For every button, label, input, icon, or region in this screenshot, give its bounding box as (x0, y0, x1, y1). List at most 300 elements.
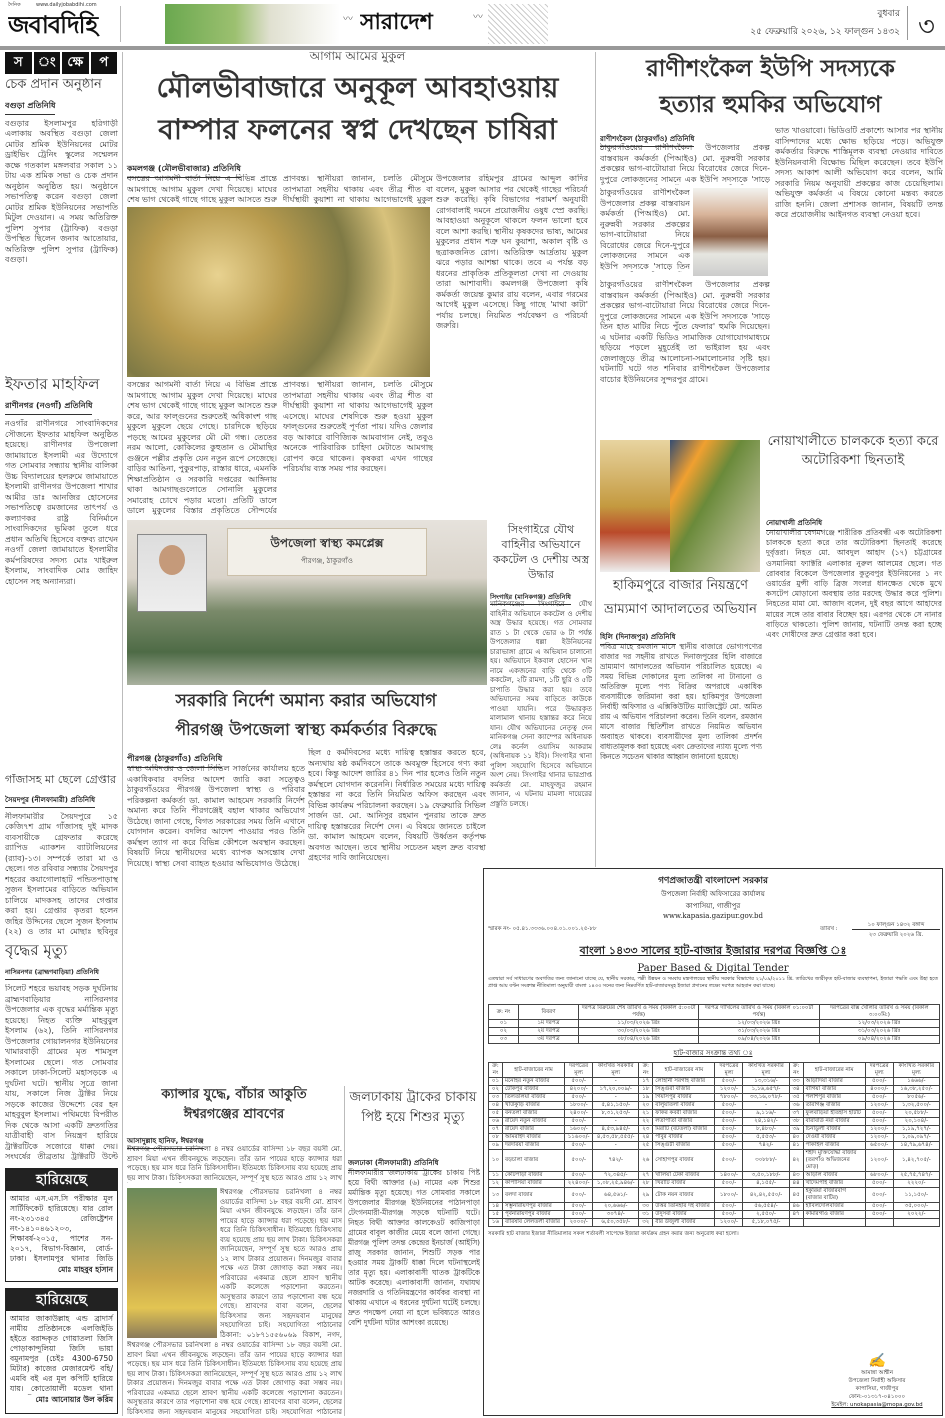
brief-headline: বৃদ্ধের মৃত্যু (5, 942, 68, 959)
cancer-headline[interactable]: ঈশ্বরগঞ্জের শ্রাবণের (183, 1107, 285, 1122)
brief-death (5, 942, 118, 1164)
brief-iftar (5, 376, 118, 768)
market-cell: আড়াল বাজার (803, 1172, 865, 1180)
market-cell: রায়েদ বাজার (503, 1126, 565, 1134)
market-cell: ৫০০/- (565, 1211, 593, 1219)
market-cell: ৫০০/- (865, 1118, 893, 1126)
logo-tag: দৈনিক (8, 2, 21, 8)
market-cell: ফুলবাড়িয়া ইতিহাস হাটটি (803, 1110, 865, 1118)
market-cell: ১৪০০/- (715, 1172, 743, 1180)
market-cell: বারাবাউ নয়া বাজার (803, 1118, 865, 1126)
market-cell: ২০,৫৮৮/- (893, 1110, 939, 1118)
brief-body: বগুড়ার ইসলামপুর হরিগাড়ী এলাকায় অবস্থিত বগুড়া জেলা মোটর শ্রমিক ইউনিয়নের মোটর ড্রাইভিং ট্রেনিং স্কুলের সম্মেলন কক্ষে গতকাল মঙ্গলবার সকাল ১১ টায় এক শ্রমিক সভা ও চেক প্রদান অনুষ্ঠান অনুষ্ঠিত হয়। অনুষ্ঠানে সভাপতিত্ব করেন বগুড়া জেলা মোটর শ্রমিক ইউনিয়নের সভাপতি মিটুল দেওয়ান। এ সময় অতিরিক্ত পুলিশ সুপার (ট্রাফিক) বগুড়া উপস্থিত ছিলেন জনাব আতোয়ার, অতিরিক্ত পুলিশ সুপার (ট্রাফিক) বগুড়া। (5, 118, 118, 265)
market-cell: ২৯ (639, 1188, 653, 1203)
market-cell: ৫০০/- (865, 1094, 893, 1102)
market-cell: পাকাইল বাজার (803, 1142, 865, 1150)
market-header: হাট-বাজারের নাম (803, 1063, 865, 1078)
tender-memo: স্মারক নং- ০৫.৪১.৩৩৩৬.০০৪.০১.০০১.২৫-৮৮ (488, 926, 597, 932)
tender-location: কাপাসিয়া, গাজীপুর (685, 902, 741, 910)
market-cell: ৮,৩১,২৫৩/- (593, 1110, 639, 1118)
market-cell: বনতলা বাজার (503, 1110, 565, 1118)
signature-title: উপজেলা নির্বাহী অফিসার (848, 1378, 906, 1384)
market-cell: - (593, 1118, 639, 1126)
noakhali-byline: নোয়াখালী প্রতিনিধি (766, 517, 822, 531)
market-cell: হাবিলদোলবাজার (803, 1203, 865, 1211)
market-cell: তারাগঞ্জ বাজার (803, 1102, 865, 1110)
market-cell: ৪,৫৩,৫৮,৫৫৫/- (593, 1134, 639, 1142)
market-cell: ৩২ (639, 1219, 653, 1227)
schedule-cell: ৩১/০৩/২০২৬ খ্রিঃ (819, 1028, 939, 1036)
market-cell: ১৭,২০,০০৯/- (593, 1086, 639, 1094)
market-cell: ৩,৫০,১৮৮/- (743, 1172, 789, 1180)
market-cell: ৫,১৮,০৭৫/- (743, 1219, 789, 1227)
mango-blossom-photo (127, 207, 430, 377)
singair-byline: সিংগাইর (মানিকগঞ্জ) প্রতিনিধি (490, 592, 571, 605)
market-cell: ১১৬০০/- (565, 1134, 593, 1142)
market-cell: ৩৬ (789, 1102, 803, 1110)
schedule-header: দরপত্র বিক্রয়ের শেষ তারিখ ও সময় (বিকাল ৫:০০টা পর্যন্ত) (579, 1005, 699, 1020)
market-cell: ২৩ (639, 1126, 653, 1134)
market-cell: ২৪,১৪২/- (743, 1118, 789, 1126)
market-section-title: হাট-বাজার সংক্রান্ত তথ্য ঃ (673, 1049, 753, 1057)
market-cell: লোহানী সরগাহ বাজার (653, 1078, 715, 1086)
market-cell: বালুয়াতলা বাজার (653, 1102, 715, 1110)
market-cell: শহীদ মুক্তিযোদ্ধা বাজার (তরগাঁও অভিজনের মোড়) (803, 1150, 865, 1172)
market-cell (865, 1219, 893, 1227)
signature-mark: ✍ (868, 1353, 886, 1369)
market-header: কাংখিত সরকারি মূল্য (743, 1063, 789, 1078)
market-cell: ২,৫৫০/- (743, 1211, 789, 1219)
market-cell: ৫০০/- (565, 1188, 593, 1203)
schedule-cell: ১২/০৩/২০২৬ খ্রিঃ (819, 1020, 939, 1028)
market-cell: আড়াদিয়া বাজার (803, 1078, 865, 1086)
market-cell: ৪১ (789, 1142, 803, 1150)
tender-notice (483, 868, 943, 1416)
lost-notice-signature: মোঃ মাহবুব হাসান (58, 1265, 113, 1274)
lost-notice (5, 1168, 118, 1282)
ranishankail-byline: রাণীশংকৈল (ঠাকুরগাঁও) প্রতিনিধি (600, 133, 694, 147)
market-header-row (489, 1063, 940, 1078)
market-cell: ৫০০/- (715, 1102, 743, 1110)
market-row (489, 1078, 940, 1086)
market-cell: ৪৪ (789, 1180, 803, 1188)
hakimpur-body: পবিত্র মাহে রমজান মাসে স্থানীয় বাজারে ভোগ্যপণ্যের বাজার দর সহনীয় রাখতে দিনাজপুরের হিলি বাজারে ভ্রাম্যমাণ আদালতের অভিযান পরিচালিত হয়েছে। এ সময় বিভিন্ন দোকানের মূল্য তালিকা না টানানো ও অতিরিক্ত মূল্যে পণ্য বিক্রির অপরাধে একাধিক ব্যবসায়ীকে জরিমানা করা হয়। হাকিমপুর উপজেলা নির্বাহী অফিসার ও এক্সিকিউটিভ ম্যাজিস্ট্রেট মো. অমিত রায় এ অভিযান পরিচালনা করেন। তিনি বলেন, রমজান মাসে বাজার স্থিতিশীল রাখতে নিয়মিত অভিযান অব্যাহত থাকবে। ব্যবসায়ীদের মূল্য তালিকা প্রদর্শন বাধ্যতামূলক করা হয়েছে এবং ক্রেতাদের ন্যায্য মূল্যে পণ্য কিনতে সচেতন থাকার আহ্বান জানানো হয়েছে। (600, 642, 762, 761)
lead-headline[interactable]: মৌলভীবাজারে অনুকূল আবহাওয়ায় (156, 71, 559, 104)
brief-headline: চেক প্রদান অনুষ্ঠান (5, 78, 102, 92)
brief-byline: সৈয়দপুর (নীলফামারী) প্রতিনিধি (5, 794, 95, 808)
ranishankail-headline[interactable]: রাণীশংকৈল ইউপি সদস্যকে (646, 56, 895, 82)
market-cell: ২৫ (639, 1142, 653, 1150)
market-cell: ০২ (489, 1086, 503, 1094)
market-cell: ১,০৯,০৯৭/- (893, 1134, 939, 1142)
market-cell: - (593, 1078, 639, 1086)
samkhep-letter: ক্ষে (62, 52, 89, 74)
market-cell: রায়েদ নতুন বাজার (503, 1118, 565, 1126)
market-cell: ১৬,৩৮,২৫০/- (893, 1086, 939, 1094)
market-row (489, 1142, 940, 1150)
schedule-row (489, 1036, 940, 1044)
market-cell: ১০ (489, 1150, 503, 1172)
market-cell: ৭৮০০/- (715, 1094, 743, 1102)
market-cell: কেটিপাড়া বাজার (503, 1172, 565, 1180)
market-cell: ৩৭ (789, 1110, 803, 1118)
market-cell: ২২২০/- (893, 1180, 939, 1188)
market-cell: ২২ (639, 1118, 653, 1126)
market-cell: ৫০০/- (565, 1172, 593, 1180)
ranishankail-body-top: ঠাকুরগাঁওয়ের রাণীশংকৈল উপজেলার প্রকল্প বাস্তবায়ন কর্মকর্তা (পিআইও) মো. নুরুন্নবী সরকার প্রকল্পের ভাগ-বাটোয়ারা নিয়ে বিরোধের জেরে দিনে-দুপুরে লোকজনের সামনে এক ইউপি সদস্যকে 'সাড়ে (600, 143, 770, 184)
column-divider (595, 52, 596, 867)
market-cell: ফকির কবরী বাজার (653, 1110, 715, 1118)
market-cell: ০৮ (489, 1134, 503, 1142)
schedule-header-row (489, 1005, 940, 1020)
hakimpur-headline[interactable]: হাকিমপুরে বাজার নিয়ন্ত্রণে (613, 578, 748, 593)
market-row (489, 1086, 940, 1094)
market-cell: ২৫,৭৫,৭৪৭/- (893, 1172, 939, 1180)
brief-arrest (5, 774, 118, 938)
market-cell: ৬৮০০/- (865, 1172, 893, 1180)
market-cell: ১৬০০/- (565, 1126, 593, 1134)
lead-body-top: প্রাণবন্ত। স্থানীয়রা জানান, চলতি মৌসুমে তাপমাত্রা সহনীয় থাকায় এবং তীব্র শীত বা দীর্ঘস্থায়ী কুয়াশা না থাকায় আগেভাগেই মুকুল (283, 174, 433, 204)
market-table (488, 1062, 940, 1227)
market-cell: চিনাডুলী বাজার (803, 1126, 865, 1134)
lost-notice-title: হারিয়েছে (6, 1289, 117, 1311)
newspaper-logo[interactable]: জবাবদিহি (8, 11, 98, 39)
market-header: কাংখিত সরকারি মূল্য (893, 1063, 939, 1078)
market-cell: ১৪,৭৯,৬৭৪/- (893, 1142, 939, 1150)
tender-gov: গণপ্রজাতন্ত্রী বাংলাদেশ সরকার (658, 876, 768, 886)
lead-body-col3: উপজেলার রহিমপুর গ্রামের আব্দুল কাদির বলেন, মুকুল আসার পর থেকেই গাছের পরিচর্যা শুরু করেছি। কৃষি বিভাগের পরামর্শ অনুযায়ী রোগবালাই দমনে প্রয়োজনীয় ওষুধ স্প্রে করছি। আবহাওয়া অনুকূলে থাকলে ফলন ভালো হবে বলে আশা করছি। স্থানীয় কৃষকদের ভাষ্য, আমের মুকুলের প্রধান শত্রু ঘন কুয়াশা, অকাল বৃষ্টি ও ছত্রাকজনিত রোগ। অতিরিক্ত আর্দ্রতায় মুকুল ঝরে পড়ার আশঙ্কা থাকে। তবে এ পর্যন্ত বড় ধরনের প্রাকৃতিক প্রতিকূলতা দেখা না দেওয়ায় তারা আশাবাদী। কমলগঞ্জ উপজেলা কৃষি কর্মকর্তা জয়েন্ত কুমার রায় বলেন, এবার গরমের আগেই মুকুল এসেছে। কিছু গাছে 'মাথা কাটা' পর্যায় চলছে। নিয়মিত পর্যবেক্ষণ ও পরিচর্যা জরুরি। (436, 174, 588, 330)
market-cell: ১৪ (489, 1203, 503, 1211)
market-cell: ১৯ (639, 1094, 653, 1102)
lost-notice-body: আমার জাকাউল্লাহ এন্ড ব্রাদার্স নামীয় প্রতিষ্ঠানকে এলজিইডি হইতে বরাদ্দকৃত গোয়াতলা জিসি পোড়াকান্দুলিয়া জিসি ভায়া বমুনামপুর (চেইঃ 4300-6750 মিটার) কাজের মেজারমেন্ট বহি/এমবি বই এর মূল কপিটি হারিয়ে যায়। কোতোয়ালী মডেল থানা (10, 1314, 113, 1393)
market-cell: ৪,১৫৫/- (743, 1180, 789, 1188)
market-cell: ৫০০/- (715, 1078, 743, 1086)
market-cell: ২০,৬৬৬/- (593, 1203, 639, 1211)
schedule-cell: ০১ (489, 1020, 519, 1028)
cancer-byline: আসাদুল্লাহ হানিফ, ঈশ্বরগঞ্জ (127, 1135, 204, 1149)
market-cell: ২০২২/- (893, 1211, 939, 1219)
jaldhaka-byline: জলঢাকা (নীলফামারী) প্রতিনিধি (348, 1157, 439, 1171)
hakimpur-byline: হিলি (দিনাজপুর) প্রতিনিধি (600, 631, 676, 645)
schedule-cell: ০৯/০৪/২০২৬ খ্রিঃ (699, 1036, 819, 1044)
market-cell: খাদেমপাই বাজার (803, 1180, 865, 1188)
market-cell: মনোহর নতুন বাজার (503, 1078, 565, 1086)
market-cell: ১৮০০/- (715, 1188, 743, 1203)
ranishankail-headline[interactable]: হত্যার হুমকির অভিযোগ (659, 92, 882, 118)
market-cell: ৫০০/- (715, 1126, 743, 1134)
market-cell: ৩৫ (789, 1094, 803, 1102)
pirganj-headline[interactable]: পীরগঞ্জ উপজেলা স্বাস্থ্য কর্মকর্তার বিরুদ্ধে (175, 720, 437, 739)
market-cell: ১২০০/- (715, 1219, 743, 1227)
section-title: সারাদেশ (360, 10, 433, 35)
market-cell: সিঙ্গুরা বাজার (653, 1086, 715, 1094)
signature-name: আমান্না আশ্বীন (861, 1370, 893, 1376)
market-cell: ৩০ (639, 1203, 653, 1211)
market-cell: ৫০০/- (715, 1118, 743, 1126)
schedule-row (489, 1020, 940, 1028)
market-row (489, 1219, 940, 1227)
photo-signboard (227, 528, 427, 576)
market-cell: ৮০৫৬/- (893, 1094, 939, 1102)
market-cell: ৩৯ (789, 1126, 803, 1134)
market-cell: ৫০০/- (715, 1150, 743, 1172)
market-row (489, 1180, 940, 1188)
schedule-cell: ৩১/০৩/২০২৬ খ্রিঃ (699, 1028, 819, 1036)
market-cell: তিলতলিয়া বাজার (503, 1094, 565, 1102)
market-cell: ৩০৭৪/- (593, 1211, 639, 1219)
market-row (489, 1203, 940, 1211)
officer-portrait-photo (137, 534, 207, 612)
market-cell: পূর্বনারায়ণপুর বাজার (503, 1211, 565, 1219)
patient-photo (127, 1188, 217, 1338)
schedule-cell: ১ম দরপত্র (519, 1020, 579, 1028)
market-cell: ৩৩ (789, 1078, 803, 1086)
market-cell: ৫০০/- (865, 1110, 893, 1118)
market-cell: ৯,১১৬/- (743, 1110, 789, 1118)
market-row (489, 1126, 940, 1134)
market-cell: ৫০০/- (865, 1078, 893, 1086)
singair-body: মানিকগঞ্জের সিংগাইরে যৌথ বাহিনীর অভিযানে ককটেল ও দেশীয় অস্ত্র উদ্ধার হয়েছে। গত সোমবার রাত ১ টা থেকে ভোর ৬ টা পর্যন্ত উপজেলার ধল্লা ইউনিয়নের চারাভাঙ্গা গ্রামে এ অভিযান চালানো হয়। অভিযানে ইকবাল হোসেন খান নামে একজনের বাড়ি থেকে ৩টি ককটেল, ২টি রামদা, ১টি ছুরি ও ৫টি চাপাতি উদ্ধার করা হয়। তবে অভিযানের সময় বাড়িতে কাউকে পাওয়া যায়নি। পরে উদ্ধারকৃত মালামাল থানায় হস্তান্তর করে নিয়ে যান। যৌথ অভিযানের নেতৃত্ব দেন মানিকগঞ্জ সেনা ক্যাম্পের অধিনায়ক লেঃ কর্নেল ওয়াসিম আকরাম (অধিনায়ক ১১ ইবি)। সিংগাইর থানা পুলিশ সহযোগি হিসেবে অভিযানে অংশ নেয়। সিংগাইর থানার ভারপ্রাপ্ত কর্মকর্তা মো. মাহফুজুর রহমান জানান, এ ঘটনায় মামলা দায়েরের প্রস্তুতি চলছে। (490, 600, 592, 808)
market-cell: ৫০০/- (715, 1110, 743, 1118)
lead-body-col2: প্রাণবন্ত। স্থানীয়রা জানান, চলতি মৌসুমে তাপমাত্রা সহনীয় থাকায় এবং তীব্র শীত বা দীর্ঘস্থায়ী কুয়াশা না থাকায় আগেভাগেই মুকুল এসেছে। মাঘের শেষদিকে শুরু হওয়া মুকুল ফাল্গুনের শুরুতেই পূর্ণতা পায়। যদিও জেলার বড় আকারে বাণিজ্যিক আমবাগান নেই, তবুও অনেকে পারিবারিক চাহিদা মেটাতে আমগাছ রোপণ করে থাকেন। কৃষকরা এখন গাছের পরিচর্যায় ব্যস্ত সময় পার করছেন। (283, 380, 433, 473)
singair-headline[interactable]: সিংগাইরে যৌথ বাহিনীর অভিযানে ককটেল ও দেশীয় অস্ত্র উদ্ধার (492, 523, 590, 581)
health-complex-photo (127, 520, 487, 685)
lead-body-col1: বসন্তের আগমনী বার্তা নিয়ে এ বিভিন্ন প্রান্তে আমগাছে আগাম মুকুল দেখা দিয়েছে। মাঘের শেষ ভাগ থেকেই গাছে গাছে মুকুল আসতে শুরু করে, আর ফাল্গুনের শুরুতেই অধিকাংশ গাছ মুকুলে মুকুলে ছেয়ে গেছে। চারদিকে ছড়িয়ে পড়ছে আমের মুকুলের মৌ মৌ গন্ধ। তেতের নরম আলো, কোকিলের কুহুতান ও মৌমাছির গুঞ্জনে পল্লীর প্রকৃতি যেন নতুন রূপে সেজেছে। বাড়ির আঙিনা, পুকুরপাড়, রাস্তার ধারে, এমনকি শিক্ষাপ্রতিষ্ঠান ও সরকারি দপ্তরের আঙ্গিনায় থাকা আমগাছগুলোতে সোনালি মুকুলের সমারোহ চোখে পড়ার মতো। প্রতিটি ডালে ডালে মুকুলের বিস্তার প্রকৃতিতে সৌন্দর্যের (127, 380, 277, 515)
market-cell (803, 1219, 865, 1227)
market-cell: ০৬ (489, 1118, 503, 1126)
market-cell: ২৪০০/- (565, 1110, 593, 1118)
tender-office: উপজেলা নির্বাহী অফিসারের কার্যালয় (661, 890, 765, 898)
market-header: ক্র: নং (489, 1063, 503, 1078)
tender-subtitle: Paper Based & Digital Tender (637, 963, 789, 974)
market-row (489, 1150, 940, 1172)
schedule-header: দরপত্র দাখিলের তারিখ ও সময় (বিকাল ০১:০০টা পর্যন্ত) (699, 1005, 819, 1020)
market-cell: টোকপুর বাজার (503, 1086, 565, 1094)
tender-schedule-table (488, 1004, 940, 1044)
market-cell: খালিয়া টেকা বাজার (653, 1172, 715, 1180)
brief-cheque (5, 78, 118, 370)
tender-signature-block (822, 1353, 932, 1409)
market-cell (789, 1219, 803, 1227)
signature-email[interactable]: ইমেইল: unokapasia@mopa.gov.bd (831, 1402, 923, 1408)
market-row (489, 1094, 940, 1102)
market-cell: ৫০০/- (865, 1180, 893, 1188)
market-cell: ৫০০/- (715, 1180, 743, 1188)
jaldhaka-headline[interactable]: জলঢাকায় ট্রাকের চাকায় পিষ্ট হয়ে শিশুর মৃত্যু (349, 1090, 477, 1125)
market-cell: ১২০০/- (715, 1086, 743, 1094)
market-cell: - (593, 1142, 639, 1150)
market-row (489, 1110, 940, 1118)
market-cell: দেওয়ী বাজার (803, 1134, 865, 1142)
market-cell: ৪,৫৩,৯৪৫/- (593, 1126, 639, 1134)
market-cell: কাপাসিয়া বাজার (503, 1180, 565, 1188)
schedule-cell: ০৮/০৪/২০২৬ খ্রিঃ (579, 1036, 699, 1044)
brief-body: নীলফামারীর সৈয়দপুরে ১৫ কেজি৭শ গ্রাম গাঁজাসহ দুই মাদক ব্যবসায়ীকে গ্রেফতার করেছে র‍্যাপিড এ্যাকশন ব্যাটালিয়নের (র‍্যাব)-১৩। সম্পর্কে তারা মা ও ছেলে। গত রবিবার সন্ধ্যায় সৈয়দপুর শহরের কয়াগোলাহাট পন্ডিতপাড়াস্থ সুজন ইসলামের বাড়িতে অভিযান চালিয়ে মাদকসহ তাদের গেপ্তার করা হয়। গ্রেপ্তার কৃতরা হলেন জহির উদ্দিনের ছেলে সুজন ইসলাম (২২) ও তার মা মোছাঃ ছবিনুর (5, 811, 118, 937)
market-cell: ৫,৫৫৩/- (743, 1134, 789, 1142)
lead-headline[interactable]: বাম্পার ফলনের স্বপ্ন দেখছেন চাষিরা (158, 113, 557, 146)
page-number: ৩ (918, 12, 935, 42)
brief-headline: ইফতার মাহফিল (5, 376, 100, 393)
samkhep-letter: ং (34, 52, 61, 74)
market-cell: ২৮ (639, 1180, 653, 1188)
market-cell: - (743, 1102, 789, 1110)
logo-website: www.dailyjobabdihi.com (36, 2, 97, 8)
noakhali-headline[interactable]: নোয়াখালীতে চালককে হত্যা করে অটোরিকশা ছিনতাই (767, 434, 939, 468)
market-cell: বড়চালা বাজার (503, 1150, 565, 1172)
market-cell: ১৮০০/- (565, 1102, 593, 1110)
market-header: দরপত্রের মূল্য (565, 1063, 593, 1078)
market-cell: ৫০০/- (565, 1142, 593, 1150)
market-cell: বীর উজুলী বাজার (653, 1219, 715, 1227)
market-cell: ৮,৪৮০/- (743, 1126, 789, 1134)
market-cell: ০৪ (489, 1102, 503, 1110)
pirganj-body-col1: স্বাস্থ্য অধিদপ্তর ও জেলা সিভিল সার্জনের কার্যালয় হতে একাধিকবার বদলির আদেশ জারি করা সত্ত্বেও ঠাকুরগাঁওয়ের পীরগঞ্জ উপজেলা স্বাস্থ্য ও পরিবার পরিকল্পনা কর্মকর্তা ডা. কামাল আহমেদ সরকারি নির্দেশ অমান্য করে তিনি পীরগঞ্জেই বহাল থাকার অভিযোগ উঠেছে। জানা গেছে, বিগত সরকারের সময় তিনি এখানে যোগদান করেন। বদলির আদেশ পাওয়ার পরও তিনি কর্মস্থল ত্যাগ না করে বিভিন্ন কৌশলে অবস্থান করছেন। বিষয়টি নিয়ে স্থানীয়দের মধ্যে ব্যাপক অসন্তোষ দেখা দিয়েছে। স্বাস্থ্য সেবা ব্যাহত হওয়ার অভিযোগও উঠেছে। (127, 764, 305, 868)
tender-date-label: তারিখ : (820, 926, 838, 932)
market-cell: খিরাটি বাজার (653, 1180, 715, 1188)
market-cell: ৫,৪১,১৫০/- (593, 1102, 639, 1110)
market-cell: খাউকুড়ি বাজার (503, 1102, 565, 1110)
market-cell: ৪২ (789, 1150, 803, 1172)
lead-byline: কমলগঞ্জ (মৌলভীবাজার) প্রতিনিধি (127, 163, 241, 178)
market-cell: ৪৩ (789, 1172, 803, 1180)
tender-title: বাংলা ১৪৩৩ সালের হাট-বাজার ইজারার দরপত্র বিজ্ঞপ্তি ঃ (579, 944, 847, 957)
market-cell: ৬৪,৫৬১/- (593, 1188, 639, 1203)
market-cell: ১৬ (489, 1219, 503, 1227)
brief-body: সিলেট শহরে ভয়াবহ সড়ক দুর্ঘটনায় ব্রাহ্মণবাড়িয়ার নাসিরনগর উপজেলার এক বৃদ্ধের মর্মান্তিক মৃত্যু হয়েছে। নিহত ব্যক্তি মাহবুবুল ইসলাম (৬২), তিনি নাসিরনগর উপজেলার গোয়ালনগর ইউনিয়নের খামারবাড়ী গ্রামের মৃত শামসুল ইসলামের ছেলে। গত সোমবার সকালে ঢাকা-সিলেট মহাসড়কে এ দুর্ঘটনা ঘটে। স্থানীয় সূত্রে জানা যায়, সকালে নিজ ট্রাক্টর নিয়ে সড়কে কাজের উদ্দেশ্যে বের হন মাহবুবুল ইসলাম। পথিমধ্যে বিপরীত দিক থেকে আসা একটি দ্রুতগতির যাত্রীবাহী বাস নিয়ন্ত্রণ হারিয়ে ট্রাক্টরটিকে সজোরে ধাক্কা দেয়। সংঘর্ষের তীব্রতায় ট্রাক্টরটি উল্টে (5, 984, 118, 1162)
market-cell: ১২০০/- (865, 1126, 893, 1134)
market-cell: দরদরিয়া বাজার (503, 1142, 565, 1150)
market-cell: পলাশপুর বাজার (803, 1094, 865, 1102)
market-cell: ৭২,৩৪৫/- (593, 1172, 639, 1180)
divider (907, 6, 908, 40)
lost-notice-body: আমার এস.এস.সি পরীক্ষার মূল সার্টিফিকেট হারিয়েছে। যার রোল নং-২৩১৩৪৫ রেজিষ্ট্রেশন নং-১৪১০৪৬১২০৩, শিক্ষাবর্ষ-২০১৫, পাশের সন- ২০১৭, বিভাগ-বিজ্ঞান, বোর্ড- ঢাকা। ইসলামপুর থানার জিডি (10, 1194, 113, 1263)
market-cell: ৫০০/- (565, 1078, 593, 1086)
market-cell: ৫০০/- (715, 1211, 743, 1219)
brief-byline: রাণীনগর (নওগাঁ) প্রতিনিধি (5, 400, 92, 415)
market-row (489, 1188, 940, 1203)
tender-date-bn: ১০ ফাল্গুন ১৪৩২ বঙ্গাব্দ (852, 921, 940, 930)
market-cell: সম্ভুনারায়ণপুর বাজার (503, 1203, 565, 1211)
market-cell: বাগিয়া বাজার (803, 1086, 865, 1094)
schedule-cell: ০২ (489, 1028, 519, 1036)
lead-body-intro: বসন্তের আগমনী বার্তা নিয়ে এ বিভিন্ন প্রান্তে আমগাছে আগাম মুকুল দেখা দিয়েছে। মাঘের শেষ ভাগ থেকেই গাছে গাছে মুকুল আসতে শুরু (127, 174, 277, 204)
market-cell: ৪৫ (789, 1188, 803, 1203)
column-divider (122, 52, 123, 1416)
tender-website[interactable]: www.kapasia.gazipur.gov.bd (662, 912, 764, 920)
birds-icon: 〰 (473, 12, 483, 23)
market-cell: ২০০০/- (565, 1219, 593, 1227)
divider (120, 6, 121, 42)
hakimpur-headline[interactable]: ভ্রাম্যমাণ আদালতের অভিযান (604, 602, 757, 617)
cancer-body-bottom: ঈশ্বরগঞ্জ পৌরসভার চরনিখলা ৪ নম্বর ওয়ার্ডের বাসিন্দা ১৮ বছর বয়সী মো. শ্রাবণ মিয়া এখন জীবনযুদ্ধে লড়ছেন। তাঁর ডান পায়ের হাড়ে ক্যান্সার ধরা পড়েছে। ছয় মাস ধরে তিনি চিকিৎসাধীন। ইতিমধ্যে চিকিৎসায় ব্যয় হয়েছে প্রায় ছয় লাখ টাকা। চিকিৎসকরা জানিয়েছেন, সম্পূর্ণ সুস্থ হতে আরও প্রায় ১২ লাখ টাকার প্রয়োজন। দিনমজুর বাবার পক্ষে এত টাকা জোগাড় করা সম্ভব নয়। পরিবারের একমাত্র ছেলে শ্রাবণ স্থানীয় একটি কলেজে পড়াশোনা করতেন। অসুস্থতার কারণে তার পড়াশোনা বন্ধ হয়ে গেছে। শ্রাবণের বাবা বলেন, ছেলের চিকিৎসার জন্য সহৃদয়বান মানুষের সহযোগিতা চাই। সহযোগিতা পাঠানোর (127, 1341, 342, 1416)
masthead (0, 0, 945, 46)
market-cell: ২১ (639, 1110, 653, 1118)
market-cell: ২০ (639, 1102, 653, 1110)
market-cell: ০৭ (489, 1126, 503, 1134)
market-header: কাংখিত সরকারি মূল্য (593, 1063, 639, 1078)
market-cell: ৫০০/- (715, 1134, 743, 1142)
market-cell: - (593, 1094, 639, 1102)
market-cell: ১৫ (489, 1211, 503, 1219)
schedule-header: দরপত্রের বাক্স খোলার তারিখ ও সময় (বিকাল ৩:০০মি:) (819, 1005, 939, 1020)
market-header: দরপত্রের মূল্য (715, 1063, 743, 1078)
market-cell: ২৭ (639, 1172, 653, 1180)
birds-icon: 〰 (343, 14, 353, 25)
market-row (489, 1211, 940, 1219)
market-cell: ৫০০/- (715, 1203, 743, 1211)
market-cell: ১,১৯,৭২৭/- (893, 1126, 939, 1134)
signboard-subtitle: পীরগঞ্জ, ঠাকুরগাঁও (301, 557, 353, 565)
market-cell: ০৩ (489, 1094, 503, 1102)
market-header: হাট-বাজারের নাম (653, 1063, 715, 1078)
schedule-header: ক্র: নং (489, 1005, 519, 1020)
schedule-cell: ৩০/০৩/২০২৬ খ্রিঃ (579, 1028, 699, 1036)
market-cell: ৪২,৪২,৫৫০/- (743, 1188, 789, 1203)
market-cell: টোক নয়ন বাজার (653, 1188, 715, 1203)
market-cell: ৪০০০/- (865, 1086, 893, 1094)
brief-headline: গাঁজাসহ মা ছেলে গ্রেপ্তার (5, 774, 116, 786)
market-cell: ১২ (489, 1180, 503, 1188)
market-cell: ০১ (489, 1078, 503, 1086)
market-cell: ৪৬ (789, 1203, 803, 1211)
cancer-body-top: ঈশ্বরগঞ্জ পৌরসভার চরনিখলা ৪ নম্বর ওয়ার্ডের বাসিন্দা ১৮ বছর বয়সী মো. শ্রাবণ মিয়া এখন জীবনযুদ্ধে লড়ছেন। তাঁর ডান পায়ের হাড়ে ক্যান্সার ধরা পড়েছে। ছয় মাস ধরে তিনি চিকিৎসাধীন। ইতিমধ্যে চিকিৎসায় ব্যয় হয়েছে প্রায় ছয় লাখ টাকা। চিকিৎসকরা জানিয়েছেন, সম্পূর্ণ সুস্থ হতে আরও প্রায় ১২ লাখ (127, 1145, 342, 1182)
lost-notice-signature: মোঃ আনোয়ার উল করিম (35, 1395, 113, 1404)
market-cell (893, 1219, 939, 1227)
market-cell: ৫৬,৫৫৪/- (743, 1203, 789, 1211)
market-cell: ১,৪২,৭০৫/- (893, 1150, 939, 1172)
market-cell: ২৪ (639, 1134, 653, 1142)
market-cell: বলদা বাজার (503, 1188, 565, 1203)
ranishankail-body-col1: ঠাকুরগাঁওয়ের রাণীশংকৈল উপজেলার প্রকল্প বাস্তবায়ন কর্মকর্তা (পিআইও) মো. নুরুন্নবী সরকার প্রকল্পের ভাগ-বাটোয়ারা নিয়ে বিরোধের জেরে দিনে-দুপুরে লোকজনের সামনে এক ইউপি সদস্যকে 'সাড়ে তিন হাত মাটির নিচে পুঁতে ফেলার' হুমকি দিয়েছেন। এ ঘটনার একটি ভিডিও সামাজিক যোগাযোগমাধ্যমে ছড়িয়ে পড়লে মুহূর্তেই তা ভাইরাল হয় এবং জেলাজুড়ে তীব্র আলোচনা-সমালোচনার সৃষ্টি হয়। ঘটনাটি ঘটে গত শনিবার রাণীশংকৈল উপজেলার বাচোর ইউনিয়নের সুন্দরপুর গ্রামে। (600, 280, 770, 384)
samkhep-banner (5, 52, 117, 74)
pirganj-byline: পীরগঞ্জ (ঠাকুরগাঁও) প্রতিনিধি (127, 753, 222, 768)
market-cell: উদুসবা বাজার (653, 1211, 715, 1219)
market-cell: ১৬৬৬/- (893, 1078, 939, 1086)
market-header: দরপত্রের মূল্য (865, 1063, 893, 1078)
market-cell: ৩১ (639, 1211, 653, 1219)
jaldhaka-body: নীলফামারীর জলঢাকায় ট্রাকের চাকায় পিষ্ট হয়ে বিথী আক্তার (৬) নামের এক শিশুর মর্মান্তিক মৃত্যু হয়েছে। গত সোমবার সকালে উপজেলার মীরগঞ্জ ইউনিয়নের পাঠানপাড়া টেংগনমারী-মীরগঞ্জ সড়কে ঘটনাটি ঘটে। নিহত বিথী আক্তার কালকেওট কাজিপাড়া গ্রামের বাবুল কাজীর মেয়ে বলে জানা গেছে। মীরগঞ্জ পুলিশ তদন্ত কেন্দ্রের ইনচার্জ (আইসি) রাজু সরকার জানান, শিশুটি সড়ক পার হওয়ার সময় ট্রাকটি ধাক্কা দিলে ঘটনাস্থলেই তার মৃত্যু হয়। এলাকাবাসী ঘাতক ট্রাকটিকে আটক করেছে। এলাকাবাসী জানান, যথাযথ নজরদারি ও গতিনিয়ন্ত্রণের কার্যকর ব্যবস্থা না থাকায় এখানে এ ধরনের দুর্ঘটনা ঘটেই চলছে। দ্রুত পদক্ষেপ নেয়া না হলে ভবিষ্যতে আরও বেশি দুর্ঘটনা ঘটার আশংকা রয়েছে। (348, 1168, 480, 1327)
market-cell: ১২০০/- (865, 1134, 893, 1142)
market-cell: ১৭ (639, 1078, 653, 1086)
up-member-photo (693, 188, 768, 276)
market-cell: ১,০৮,২৫,৯৪৬/- (593, 1180, 639, 1188)
market-cell: ৪০ (789, 1134, 803, 1142)
market-cell: ২০,১০৪/- (893, 1118, 939, 1126)
market-cell: বারিষাব লেলতলী বাজার (503, 1219, 565, 1227)
cancer-headline[interactable]: ক্যান্সার যুদ্ধে, বাঁচার আকুতি (161, 1087, 307, 1102)
market-cell: ৪৭ (789, 1211, 803, 1219)
signature-place: কাপাসিয়া, গাজীপুর (855, 1386, 899, 1392)
market-cell: কামারগাঁও বাজার (803, 1211, 865, 1219)
market-cell: ৩৩,১৬,০৭৮/- (743, 1094, 789, 1102)
pirganj-headline[interactable]: সরকারি নির্দেশ অমান্য করার অভিযোগ (175, 691, 437, 711)
market-cell: ৫০০/- (565, 1203, 593, 1211)
weekday: বুধবার (877, 9, 900, 19)
market-cell: ০৯ (489, 1142, 503, 1150)
cancer-body-side: ঈশ্বরগঞ্জ পৌরসভার চরনিখলা ৪ নম্বর ওয়ার্ডের বাসিন্দা ১৮ বছর বয়সী মো. শ্রাবণ মিয়া এখন জীবনযুদ্ধে লড়ছেন। তাঁর ডান পায়ের হাড়ে ক্যান্সার ধরা পড়েছে। ছয় মাস ধরে তিনি চিকিৎসাধীন। ইতিমধ্যে চিকিৎসায় ব্যয় হয়েছে প্রায় ছয় লাখ টাকা। চিকিৎসকরা জানিয়েছেন, সম্পূর্ণ সুস্থ হতে আরও প্রায় ১২ লাখ টাকার প্রয়োজন। দিনমজুর বাবার পক্ষে এত টাকা জোগাড় করা সম্ভব নয়। পরিবারের একমাত্র ছেলে শ্রাবণ স্থানীয় একটি কলেজে পড়াশোনা করতেন। অসুস্থতার কারণে তার পড়াশোনা বন্ধ হয়ে গেছে। শ্রাবণের বাবা বলেন, ছেলের চিকিৎসার জন্য সহৃদয়বান মানুষের সহযোগিতা চাই। সহযোগিতা পাঠানোর ঠিকানা: ০১৮৭১৫৫৬০৬৯ বিকাশ, নগদ, (220, 1188, 342, 1338)
market-cell: ১৩,৩১৬/- (743, 1078, 789, 1086)
lost-notice (5, 1288, 118, 1414)
pirganj-body-col2: ছিল ৫ কর্মদিবসের মধ্যে দায়িত্ব হস্তান্তর করতে হবে, অন্যথায় ষষ্ঠ কর্মদিবসে তাকে অবমুক্ত হিসেবে গণ্য করা হবে। কিন্তু আদেশ জারির ৪১ দিন পার হলেও তিনি নতুন কর্মস্থলে যোগদান করেননি। নির্ধারিত সময়ের মধ্যে দায়িত্ব হস্তান্তর না করে তিনি নিয়মিত অফিস করছেন এবং বিভিন্ন কার্যক্রম পরিচালনা করছেন। ১৯ ফেব্রুয়ারি সিভিল সার্জন ডা. মো. আনিসুর রহমান পুনরায় তাকে দ্রুত দায়িত্ব হস্তান্তরের নির্দেশ দেন। এ বিষয়ে জানতে চাইলে ডা. কামাল আহমেদ বলেন, বিষয়টি উর্ধ্বতন কর্তৃপক্ষ অবগত আছেন। তবে স্থানীয় সচেতন মহল দ্রুত ব্যবস্থা গ্রহণের দাবি জানিয়েছেন। (308, 748, 486, 862)
market-cell: সোহাগপুর বাজার (653, 1150, 715, 1172)
village-sketch-illustration (488, 4, 548, 44)
market-cell: ৫০০/- (565, 1118, 593, 1126)
market-cell: ৫০০/- (715, 1142, 743, 1150)
schedule-cell: ২য় দরপত্র (519, 1028, 579, 1036)
schedule-cell: ১১/০৩/২০২৬ খ্রিঃ (579, 1020, 699, 1028)
market-header: হাট-বাজারের নাম (503, 1063, 565, 1078)
schedule-header: বিবরণ (519, 1005, 579, 1020)
